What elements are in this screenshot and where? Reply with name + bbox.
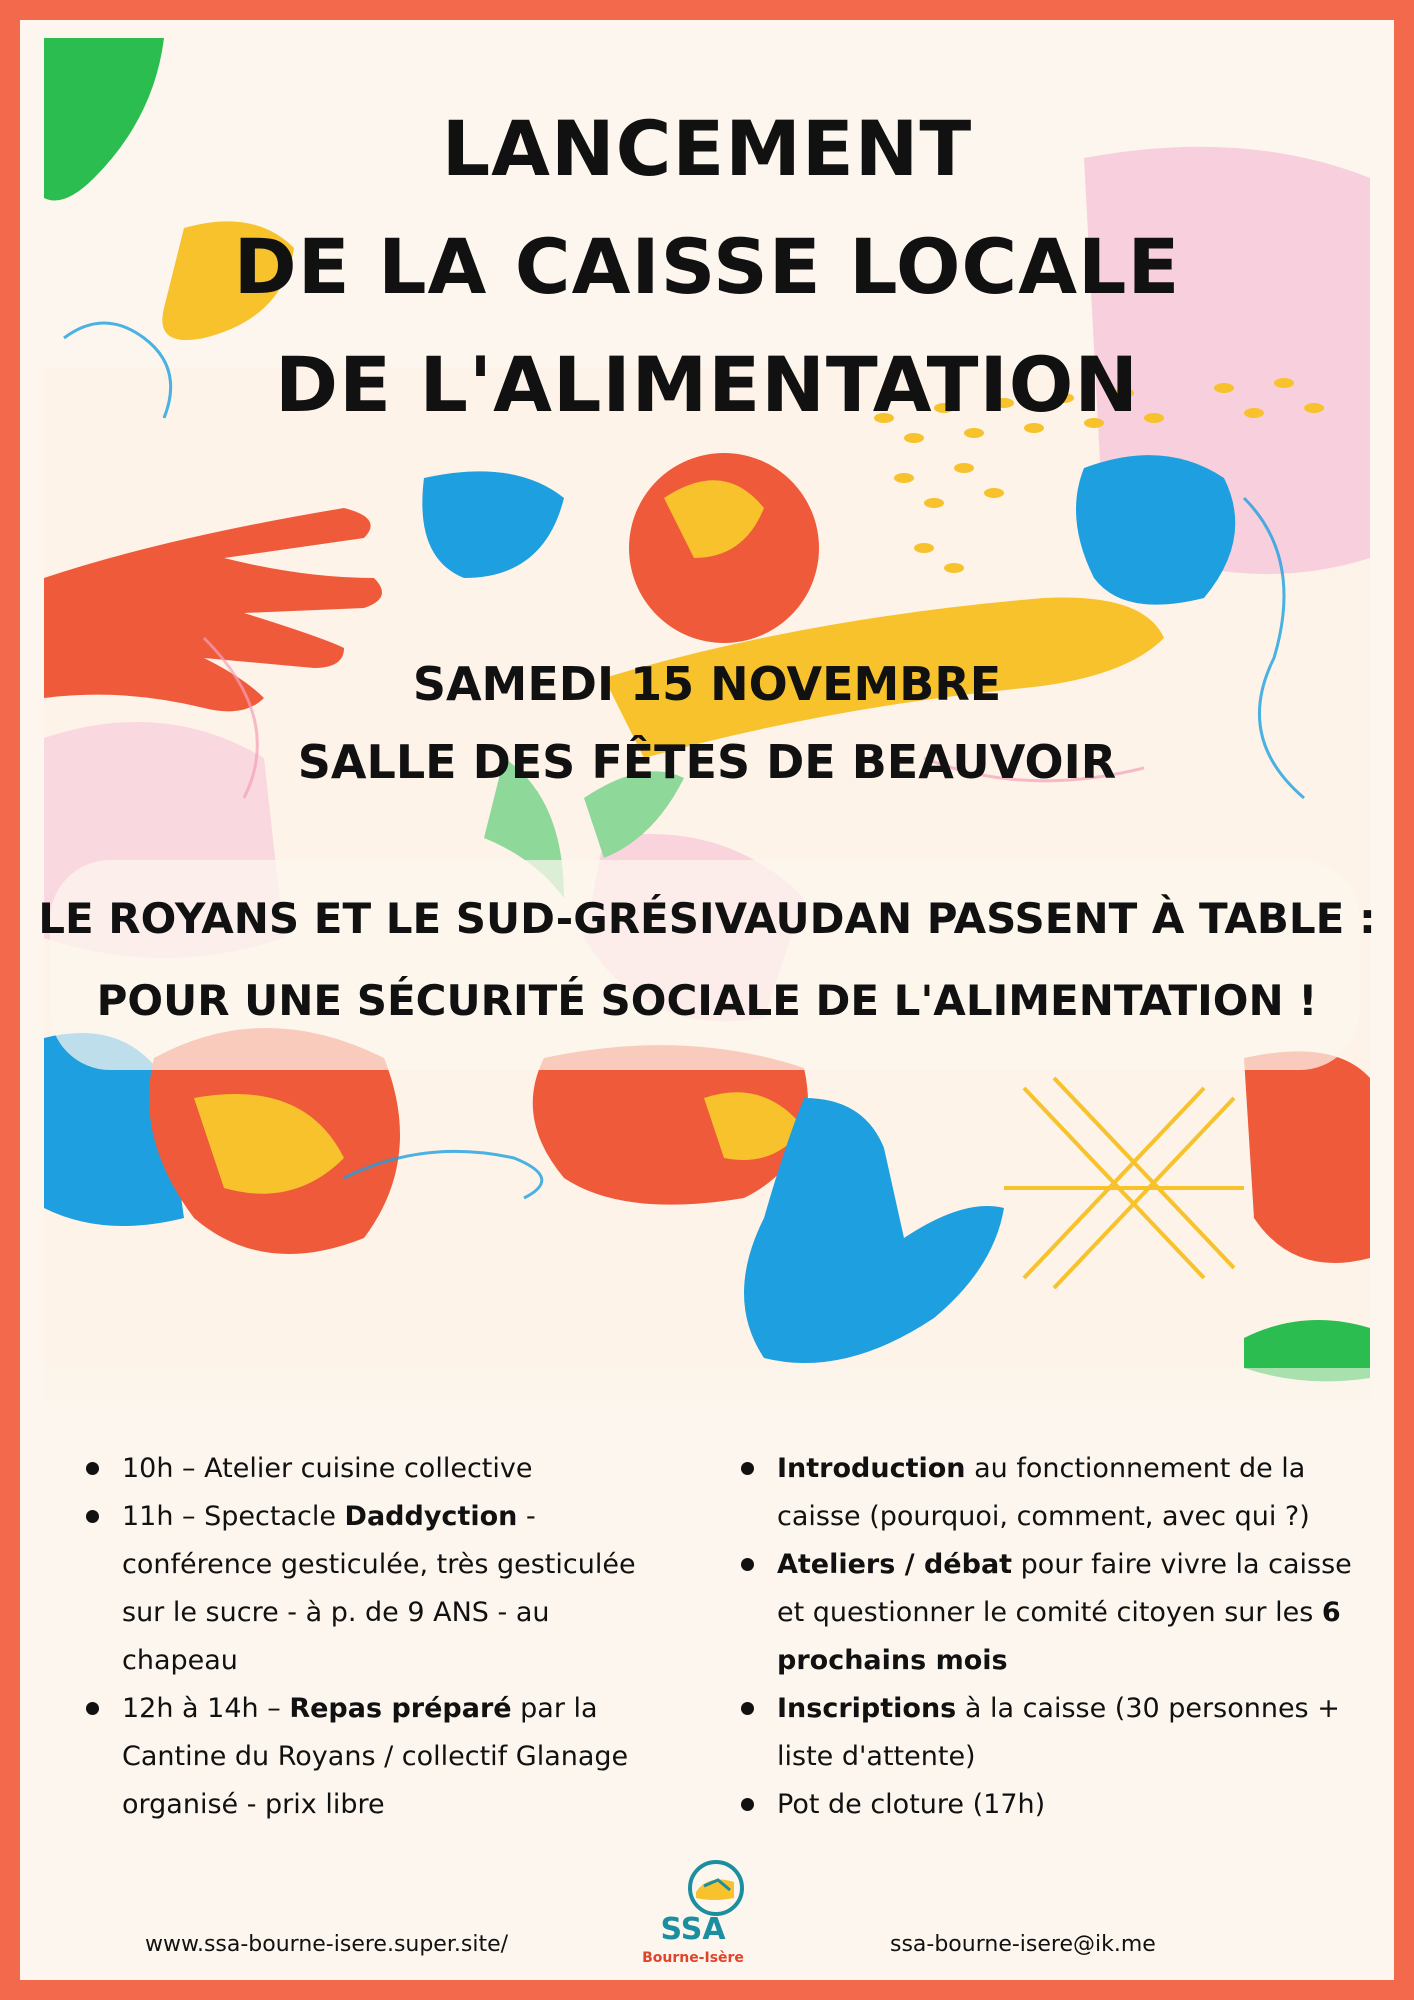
website-link[interactable]: www.ssa-bourne-isere.super.site/ <box>145 1932 509 1957</box>
program-item: Pot de cloture (17h) <box>725 1781 1365 1829</box>
logo-subtitle: Bourne-Isère <box>642 1950 744 1966</box>
event-place: SALLE DES FÊTES DE BEAUVOIR <box>297 735 1117 789</box>
program-item: 11h – Spectacle Daddyction - conférence gesticulée, très gesticulée sur le sucre - à p. de 9 ANS - au chapeau <box>70 1493 670 1685</box>
poster-title <box>20 90 1394 444</box>
ssa-logo <box>638 1858 768 1970</box>
event-info <box>20 645 1394 801</box>
program-item: Introduction au fonctionnement de la caisse (pourquoi, comment, avec qui ?) <box>725 1445 1365 1541</box>
bullet-icon <box>741 1798 754 1811</box>
email-link[interactable]: ssa-bourne-isere@ik.me <box>890 1932 1156 1957</box>
title-line-3: DE L'ALIMENTATION <box>274 340 1140 429</box>
title-line-1: LANCEMENT <box>441 104 973 193</box>
slogan-line-2: POUR UNE SÉCURITÉ SOCIALE DE L'ALIMENTATION ! <box>96 976 1318 1025</box>
bullet-icon <box>86 1702 99 1715</box>
program-item: 10h – Atelier cuisine collective <box>70 1445 670 1493</box>
bullet-icon <box>86 1510 99 1523</box>
logo-text: SSA <box>660 1912 726 1947</box>
bullet-icon <box>86 1462 99 1475</box>
slogan <box>20 878 1394 1042</box>
slogan-line-1: LE ROYANS ET LE SUD-GRÉSIVAUDAN PASSENT À TABLE : <box>38 894 1376 943</box>
bullet-icon <box>741 1558 754 1571</box>
title-line-2: DE LA CAISSE LOCALE <box>233 222 1181 311</box>
event-date: SAMEDI 15 NOVEMBRE <box>412 657 1002 711</box>
program-item: Inscriptions à la caisse (30 personnes + liste d'attente) <box>725 1685 1365 1781</box>
program <box>70 1445 1360 1865</box>
program-item: Ateliers / débat pour faire vivre la caisse et questionner le comité citoyen sur les 6 prochains mois <box>725 1541 1365 1685</box>
program-item: 12h à 14h – Repas préparé par la Cantine du Royans / collectif Glanage organisé - prix libre <box>70 1685 670 1829</box>
program-column-right <box>725 1445 1365 1829</box>
program-column-left <box>70 1445 670 1829</box>
logo-emblem-icon <box>638 1858 768 1918</box>
bullet-icon <box>741 1702 754 1715</box>
poster <box>20 20 1394 1980</box>
bullet-icon <box>741 1462 754 1475</box>
